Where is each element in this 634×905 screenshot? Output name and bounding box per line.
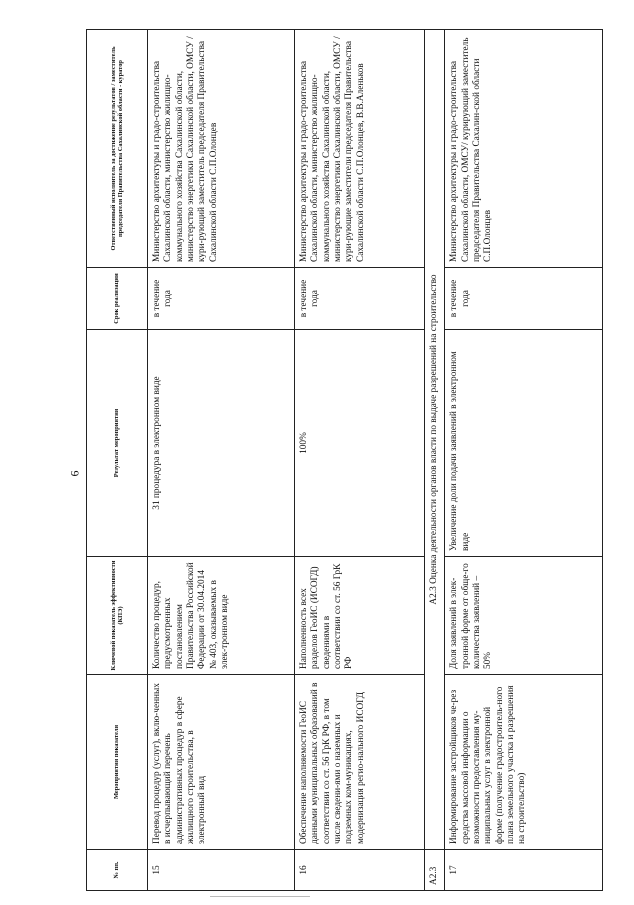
row-term: в течение года xyxy=(295,268,425,330)
row-result: 31 процедура в электронном виде xyxy=(148,330,295,557)
row-term: в течение года xyxy=(445,268,603,330)
row-responsible: Министерство архитектуры и градо-строительства Сахалинской области, ОМСУ/ курирующий заместитель председателя Правительства Сахалин-ской области С.П.Олонцев xyxy=(445,30,603,268)
table-row xyxy=(295,30,425,891)
row-num: 15 xyxy=(148,850,295,891)
page-number: 6 xyxy=(67,470,82,477)
row-num: 16 xyxy=(295,850,425,891)
header-num: № пп. xyxy=(87,850,148,891)
measures-table xyxy=(86,29,603,891)
row-kpi: Количество процедур, предусмотренных постановлением Правительства Российской Федерации от 30.04.2014 № 403, оказываемых в элек-тронном виде xyxy=(148,557,295,675)
rotated-page xyxy=(86,30,598,891)
section-title: А2.3 Оценка деятельности органов власти по выдаче разрешений на строительство xyxy=(425,30,445,850)
row-kpi: Наполненность всех разделов ГеоИС (ИСОГД) сведениями в соответствии со ст. 56 ГрК РФ xyxy=(295,557,425,675)
section-row xyxy=(425,30,445,891)
row-num: 17 xyxy=(445,850,603,891)
table-row xyxy=(445,30,603,891)
scan-edge-line xyxy=(210,896,310,897)
row-result: 100% xyxy=(295,330,425,557)
section-num: А2.3 xyxy=(425,850,445,891)
header-responsible: Ответственный исполнитель за достижение результатов / заместитель председателя Правительства Сахалинской области - куратор xyxy=(87,30,148,268)
header-measure: Мероприятия показателя xyxy=(87,675,148,850)
header-term: Срок реализации xyxy=(87,268,148,330)
header-result: Результат мероприятия xyxy=(87,330,148,557)
row-measure: Обеспечение наполняемости ГеоИС данными муниципальных образований в соответствии со ст. 56 ГрК РФ, в том числе сведени-ями о наземных и подземных ком-муникациях, модернизация регио-нального ИСОГД xyxy=(295,675,425,850)
row-measure: Перевод процедур (услуг), вклю-ченных в исчерпывающий перечень административных процедур в сфере жилищного строительства, в электронный вид xyxy=(148,675,295,850)
row-term: в течение года xyxy=(148,268,295,330)
row-measure: Информирование застройщиков че-рез средства массовой информации о возможности предоставления му-ниципальных услуг в электронной форме (получение градостроитель-ного плана земельного участка и разрешения на строительство) xyxy=(445,675,603,850)
header-kpi: Ключевой показатель эффективности (КПЭ) xyxy=(87,557,148,675)
row-result: Увеличение доли подачи заявлений в электронном виде xyxy=(445,330,603,557)
row-responsible: Министерство архитектуры и градо-строительства Сахалинской области, министерство жилищно-коммунального хозяйства Сахалинской области, министерство энергетики Сахалинской области, ОМСУ / кури-рующий заместитель председателя Правительства Сахалинской области С.П.Олонцев xyxy=(148,30,295,268)
row-responsible: Министерство архитектуры и градо-строительства Сахалинской области, министерство жилищно-коммунального хозяйства Сахалинской области, министерство энергетики Сахалинской области, ОМСУ / кури-рующие заместители председателя Правительства Сахалинской области С.П.Олонцев, В.В.Аленьков xyxy=(295,30,425,268)
table-header-row xyxy=(87,30,148,891)
table-row xyxy=(148,30,295,891)
row-kpi: Доля заявлений в элек-тронной форме от обще-го количества заявлений – 50% xyxy=(445,557,603,675)
